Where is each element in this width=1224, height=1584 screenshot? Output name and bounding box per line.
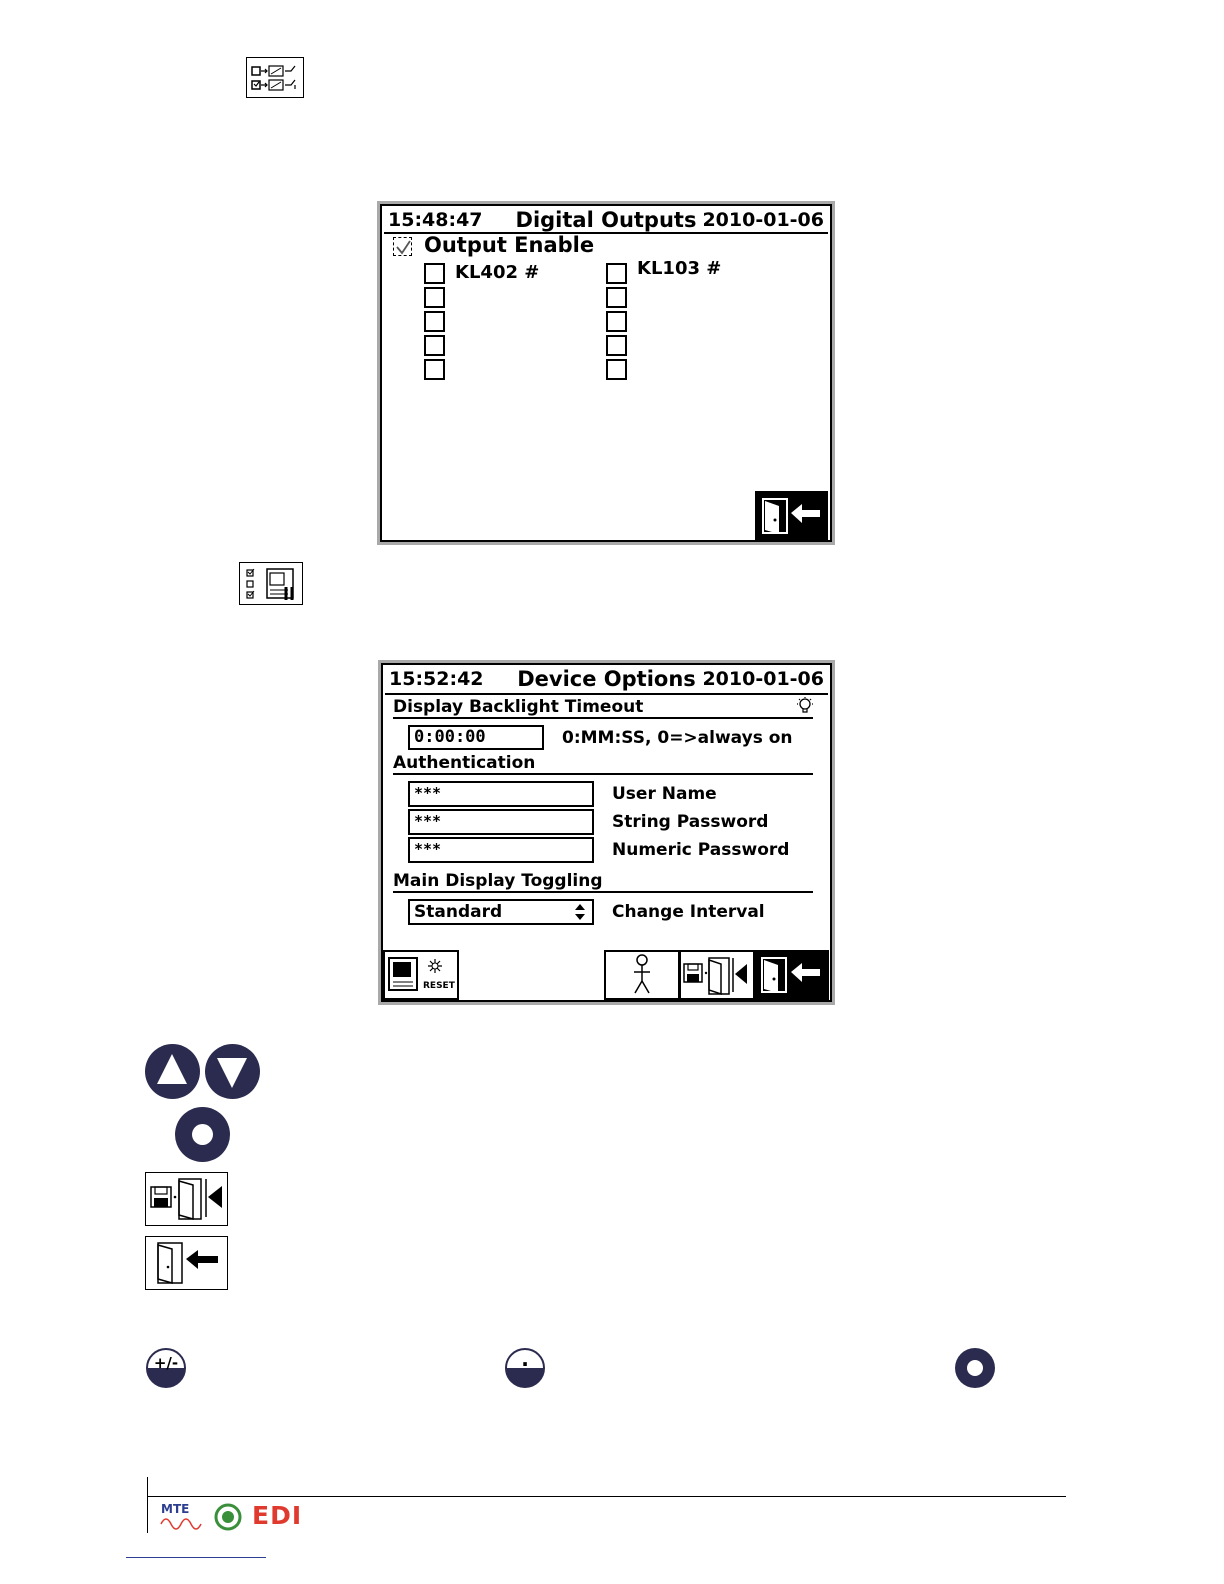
sine-wave-icon — [160, 1516, 202, 1532]
clock: 15:52:42 — [389, 668, 484, 690]
exit-button[interactable] — [755, 491, 828, 540]
kl402-output-1[interactable] — [424, 263, 445, 284]
screen-title: Device Options — [517, 667, 696, 691]
edi-logo: EDI — [252, 1501, 303, 1530]
exit-door-icon — [756, 952, 827, 998]
up-arrow-key — [145, 1044, 200, 1099]
plus-minus-label: +/- — [153, 1354, 179, 1372]
footer-rule — [147, 1496, 1066, 1497]
footer-vertical-rule — [147, 1477, 148, 1533]
exit-door-icon — [757, 493, 826, 538]
kl103-output-1[interactable] — [606, 263, 627, 284]
digital-outputs-icon — [246, 57, 304, 98]
kl103-output-5[interactable] — [606, 359, 627, 380]
user-name-label: User Name — [612, 784, 717, 804]
down-arrow-key — [205, 1044, 260, 1099]
kl402-output-3[interactable] — [424, 311, 445, 332]
save-exit-icon — [681, 952, 753, 998]
backlight-hint: 0:MM:SS, 0=>always on — [562, 728, 793, 748]
enter-key-small — [955, 1348, 995, 1388]
person-icon — [606, 952, 678, 998]
date: 2010-01-06 — [702, 209, 824, 231]
backlight-heading-text: Display Backlight Timeout — [393, 697, 644, 717]
save-exit-button[interactable] — [679, 950, 755, 1000]
device-reset-icon — [385, 952, 457, 998]
device-options-icon — [239, 562, 303, 605]
string-password-label: String Password — [612, 812, 769, 832]
toggling-select[interactable] — [408, 899, 594, 925]
decimal-label: · — [521, 1352, 529, 1376]
save-exit-icon-legend — [145, 1172, 228, 1226]
numeric-password-label: Numeric Password — [612, 840, 790, 860]
exit-icon-legend — [145, 1236, 228, 1290]
digital-outputs-screen — [377, 201, 835, 545]
plus-minus-key — [146, 1348, 186, 1388]
clock: 15:48:47 — [388, 209, 483, 231]
down-arrow-icon — [205, 1044, 260, 1099]
kl402-output-5[interactable] — [424, 359, 445, 380]
change-interval-label: Change Interval — [612, 902, 765, 922]
authentication-heading — [393, 753, 813, 775]
toggling-heading-text: Main Display Toggling — [393, 871, 603, 891]
user-button[interactable] — [604, 950, 680, 1000]
enter-dot-icon — [967, 1360, 983, 1376]
kl402-output-4[interactable] — [424, 335, 445, 356]
reset-button[interactable] — [383, 950, 459, 1000]
updown-arrow-icon — [573, 903, 587, 921]
numeric-password-input[interactable]: *** — [408, 837, 594, 863]
check-icon — [394, 238, 413, 257]
backlight-timeout-input[interactable]: 0:00:00 — [408, 725, 544, 750]
kl103-output-4[interactable] — [606, 335, 627, 356]
output-enable-checkbox[interactable] — [393, 237, 412, 256]
enter-dot-icon — [192, 1124, 213, 1145]
title-bar — [385, 667, 828, 695]
exit-button[interactable] — [754, 950, 829, 1000]
reset-label: RESET — [423, 981, 455, 991]
round-logo-icon — [214, 1503, 242, 1531]
kl103-header: KL103 # — [637, 258, 722, 279]
kl402-output-2[interactable] — [424, 287, 445, 308]
lightbulb-icon — [795, 696, 815, 716]
toggling-select-value: Standard — [414, 902, 503, 922]
user-name-input[interactable]: *** — [408, 781, 594, 807]
decimal-key — [505, 1348, 545, 1388]
backlight-heading — [393, 697, 813, 719]
footer-underline — [126, 1557, 266, 1558]
kl402-header: KL402 # — [455, 262, 540, 283]
mte-logo-text: MTE — [161, 1502, 190, 1516]
screen-title: Digital Outputs — [515, 208, 697, 232]
toggling-heading — [393, 871, 813, 893]
title-bar — [384, 208, 828, 234]
mte-logo — [160, 1502, 202, 1532]
kl103-output-3[interactable] — [606, 311, 627, 332]
enter-key — [175, 1107, 230, 1162]
up-arrow-icon — [145, 1044, 200, 1099]
string-password-input[interactable]: *** — [408, 809, 594, 835]
kl103-output-2[interactable] — [606, 287, 627, 308]
authentication-heading-text: Authentication — [393, 753, 536, 773]
device-options-screen — [378, 660, 835, 1005]
date: 2010-01-06 — [702, 668, 824, 690]
output-enable-label: Output Enable — [424, 233, 595, 257]
